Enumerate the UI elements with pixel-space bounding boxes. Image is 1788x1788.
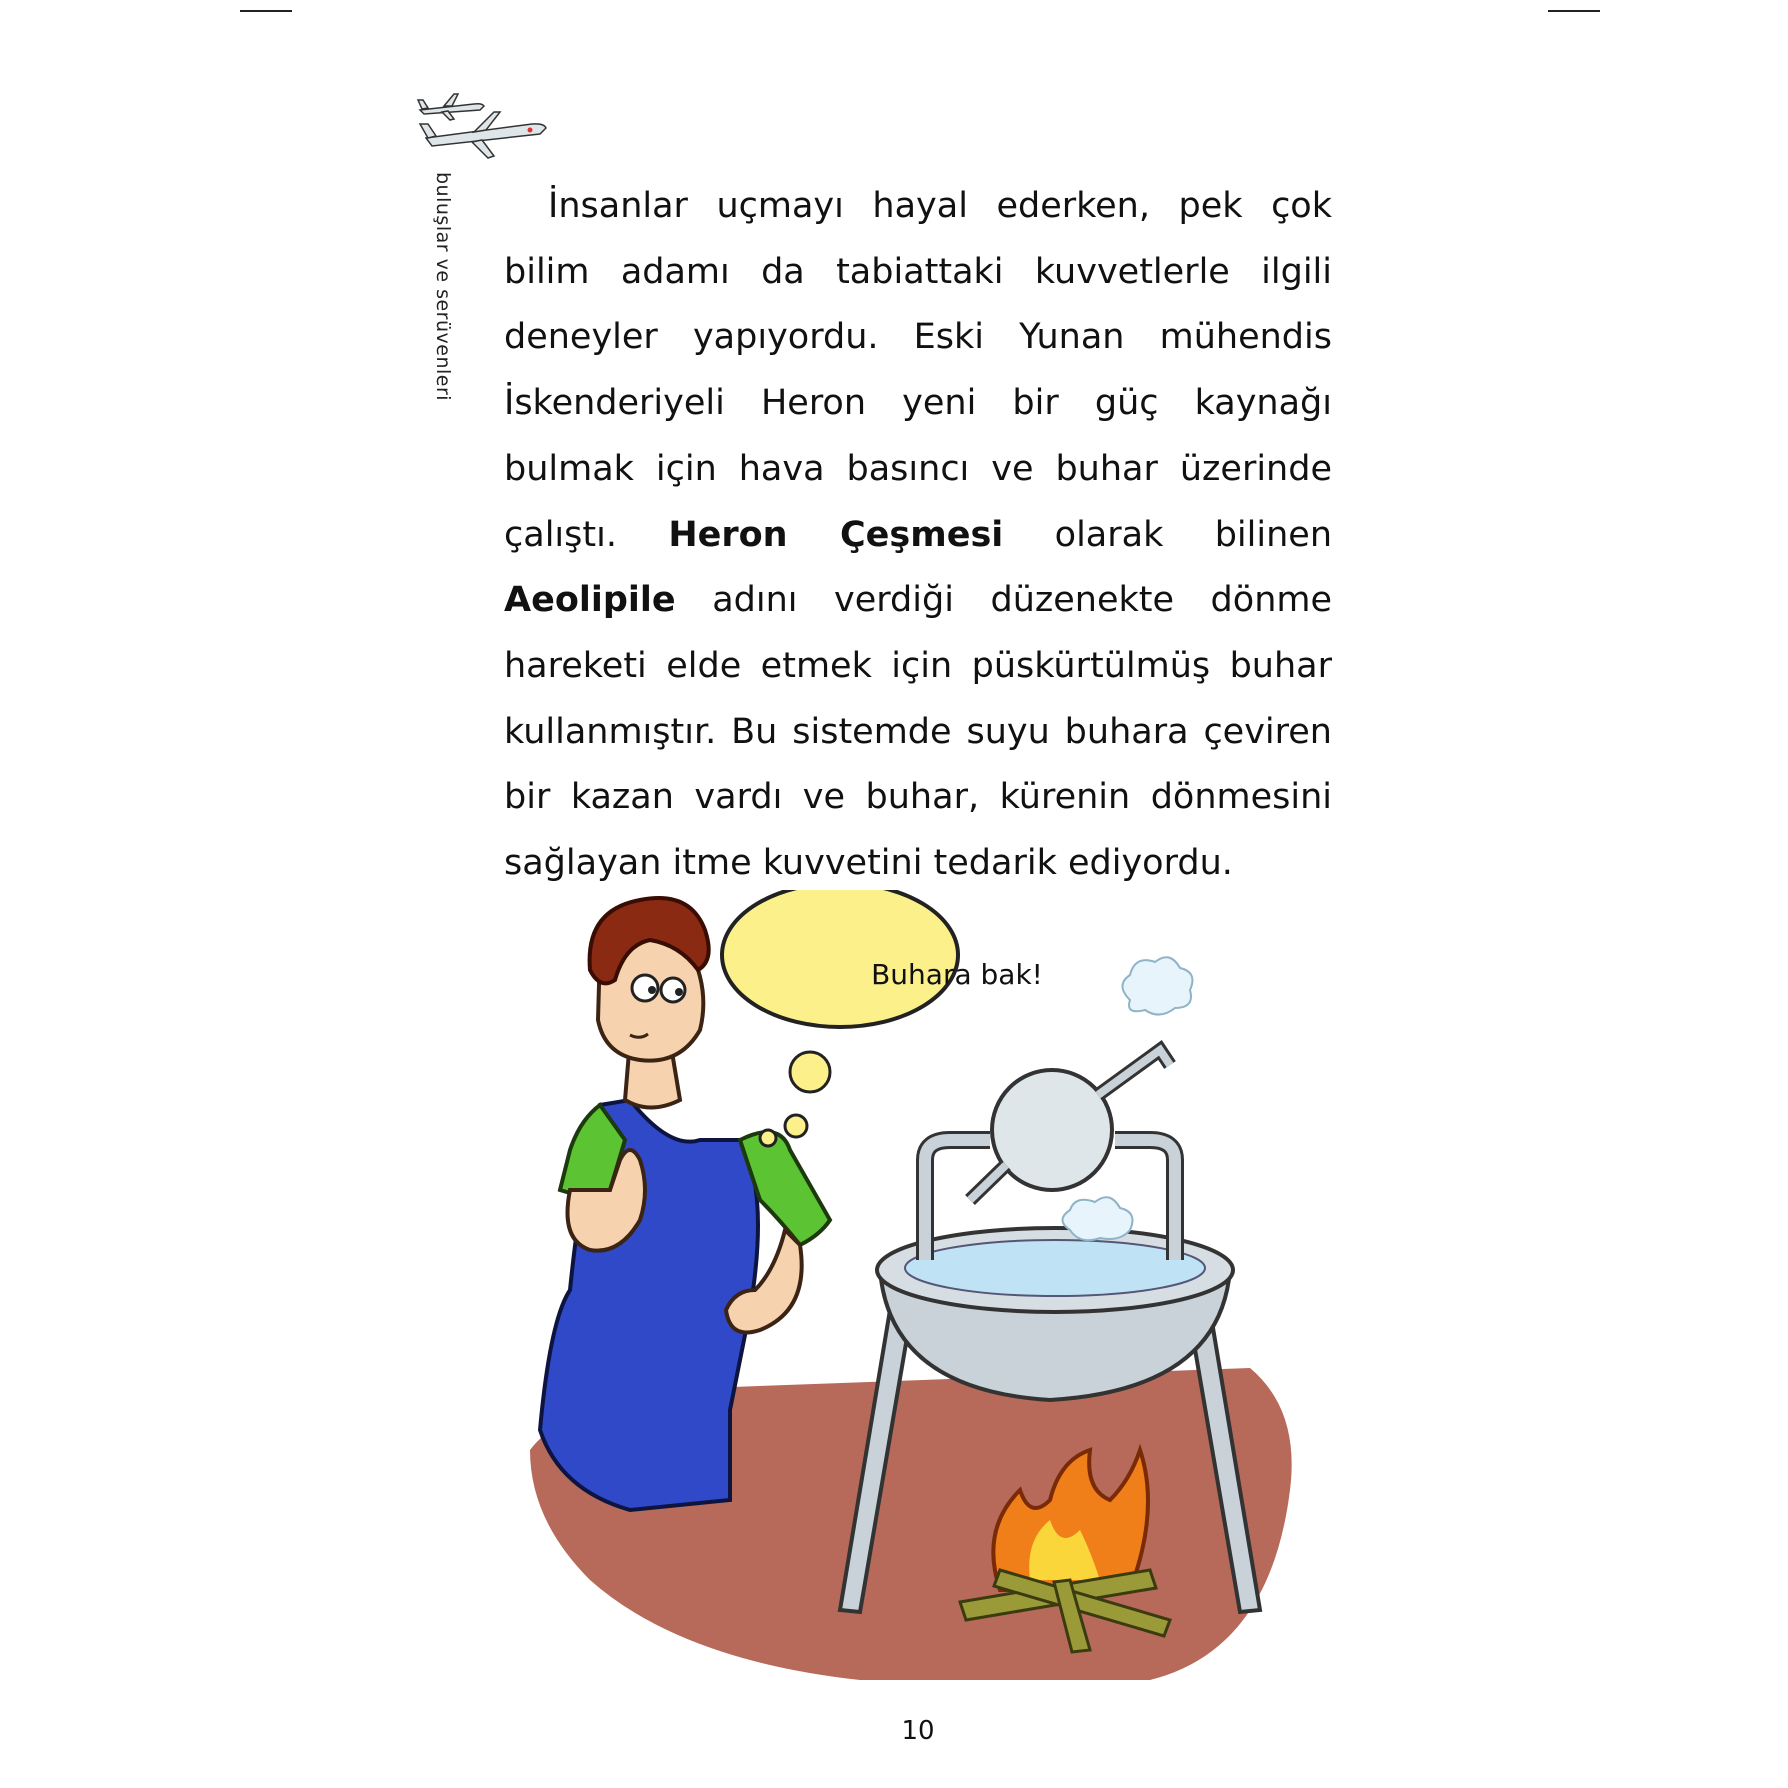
heron-aeolipile-illustration: [530, 890, 1310, 1700]
crop-mark-left: [240, 10, 292, 12]
thought-bubble-tiny: [760, 1130, 776, 1146]
crop-mark-right: [1548, 10, 1600, 12]
body-text-part2: olarak bilinen: [1003, 514, 1333, 555]
series-title: buluşlar ve serüvenleri: [432, 172, 454, 402]
body-text: [504, 174, 1332, 897]
body-paragraph: [504, 174, 1332, 897]
speech-bubble-text: Buhara bak!: [871, 958, 1043, 991]
bold-term-aeolipile: Aeolipile: [504, 580, 676, 621]
page-number: 10: [901, 1716, 935, 1746]
thought-bubble-small: [785, 1115, 807, 1137]
steam-bottom: [1063, 1197, 1133, 1240]
body-text-part1: İnsanlar uçmayı hayal ederken, pek çok bilim adamı da tabiattaki kuvvetlerle ilgili deneyler yapıyordu. Eski Yunan mühendis İskenderiyeli Heron yeni bir güç kaynağı bulmak için hava basıncı ve buhar üzerinde çalıştı.: [504, 186, 1332, 555]
body-text-part3: adını verdiği düzenekte dönme hareketi elde etmek için püskürtülmüş buhar kullanmıştır. Bu sistemde suyu buhara çeviren bir kazan vardı ve buhar, kürenin dönmesini sağlayan itme kuvvetini tedarik ediyordu.: [504, 580, 1332, 884]
airplanes-icon: [414, 88, 548, 168]
bold-term-heron-cesmesi: Heron Çeşmesi: [668, 514, 1004, 555]
thought-bubble-medium: [790, 1052, 830, 1092]
steam-top: [1123, 957, 1193, 1014]
water: [905, 1240, 1205, 1296]
aeolipile-sphere: [992, 1070, 1112, 1190]
